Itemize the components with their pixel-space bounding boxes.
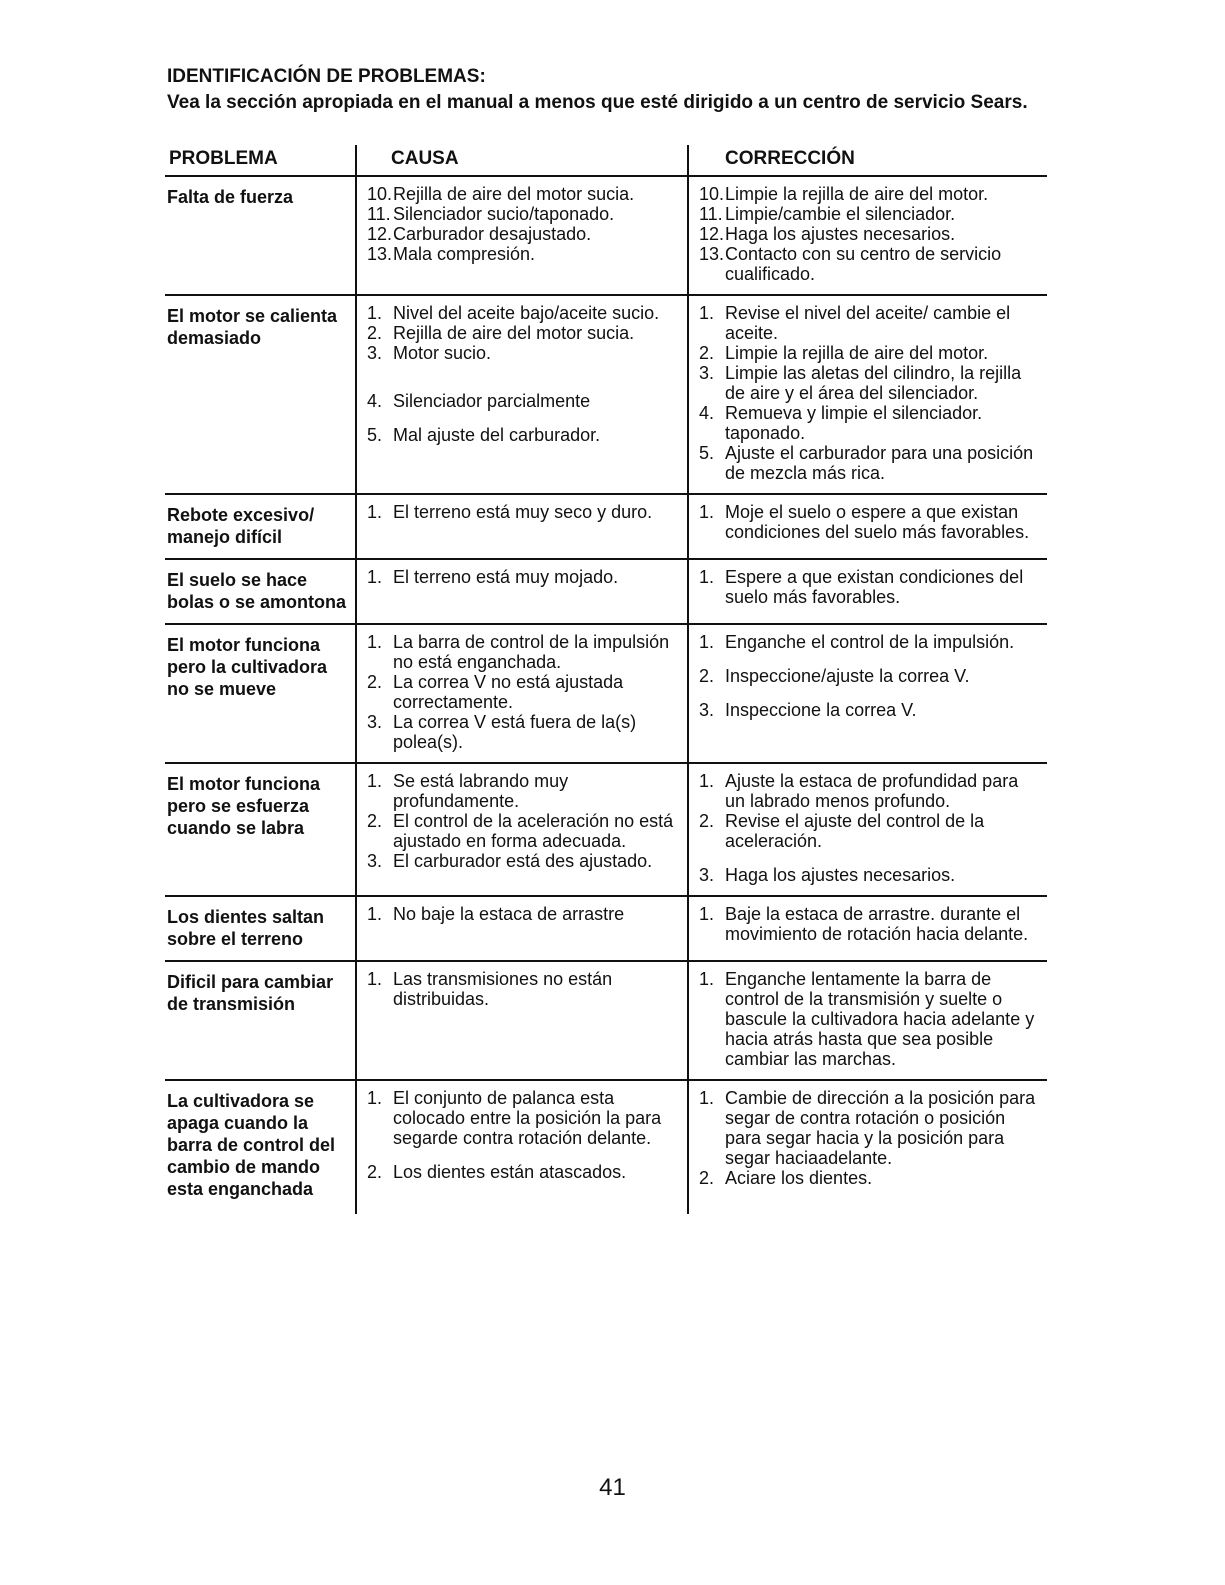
item-number: 11. <box>367 204 391 224</box>
item-text: El conjunto de palanca esta colocado entre la posición la para segarde contra rotación delante. <box>393 1088 662 1148</box>
correction-item <box>699 303 1043 343</box>
item-number: 1. <box>367 632 383 652</box>
item-text: Silenciador sucio/taponado. <box>393 204 615 224</box>
item-text: No baje la estaca de arrastre <box>393 904 625 924</box>
correction-item <box>699 1168 1043 1188</box>
table-row <box>165 763 1047 896</box>
item-number: 3. <box>699 700 715 720</box>
cause-item <box>367 303 683 323</box>
correction-item <box>699 865 1043 885</box>
item-text: El terreno está muy mojado. <box>393 567 619 587</box>
cause-item <box>367 632 683 672</box>
item-number: 2. <box>699 1168 715 1188</box>
item-number: 10. <box>367 184 393 204</box>
problem-cell: Rebote excesivo/ manejo difícil <box>165 494 356 559</box>
table-row <box>165 1080 1047 1214</box>
item-number: 1. <box>367 303 383 323</box>
correction-item <box>699 403 1043 443</box>
item-number: 1. <box>367 1088 383 1108</box>
column-header-problem: PROBLEMA <box>165 145 356 176</box>
item-text: Se está labrando muy profundamente. <box>393 771 569 811</box>
item-text: Los dientes están atascados. <box>393 1162 627 1182</box>
item-number: 2. <box>367 1162 383 1182</box>
cause-item <box>367 712 683 752</box>
correction-item <box>699 363 1043 403</box>
correction-cell <box>688 763 1047 896</box>
item-number: 1. <box>699 904 715 924</box>
table-row <box>165 896 1047 961</box>
page-subtitle: Vea la sección apropiada en el manual a menos que esté dirigido a un centro de servicio Sears. <box>167 92 1028 113</box>
item-number: 3. <box>699 865 715 885</box>
item-text: Ajuste la estaca de profundidad para un labrado menos profundo. <box>725 771 1019 811</box>
item-number: 3. <box>367 343 383 363</box>
item-number: 3. <box>367 851 383 871</box>
cause-item <box>367 904 683 924</box>
item-text: Mala compresión. <box>393 244 536 264</box>
cause-item <box>367 851 683 871</box>
item-number: 11. <box>699 204 723 224</box>
page-number: 41 <box>599 1474 626 1501</box>
page-heading <box>167 66 1047 113</box>
item-number: 1. <box>699 632 715 652</box>
table-row <box>165 559 1047 624</box>
item-number: 1. <box>699 567 715 587</box>
problem-cell: El motor funciona pero la cultivadora no se mueve <box>165 624 356 763</box>
item-text: Las transmisiones no están distribuidas. <box>393 969 613 1009</box>
column-header-cause: CAUSA <box>356 145 688 176</box>
item-text: Revise el nivel del aceite/ cambie el aceite. <box>725 303 1011 343</box>
cause-item <box>367 323 683 343</box>
item-number: 4. <box>699 403 715 423</box>
cause-item <box>367 184 683 204</box>
item-text: Rejilla de aire del motor sucia. <box>393 323 635 343</box>
table-row <box>165 176 1047 295</box>
item-text: Haga los ajustes necesarios. <box>725 865 956 885</box>
cause-cell <box>356 763 688 896</box>
correction-item <box>699 904 1043 944</box>
cause-item <box>367 1088 683 1148</box>
item-text: Enganche el control de la impulsión. <box>725 632 1015 652</box>
item-number: 2. <box>367 811 383 831</box>
item-number: 1. <box>367 502 383 522</box>
problem-cell: El motor se calienta demasiado <box>165 295 356 494</box>
correction-cell <box>688 961 1047 1080</box>
item-number: 5. <box>699 443 715 463</box>
correction-item <box>699 184 1043 204</box>
problem-cell: La cultivadora se apaga cuando la barra de control del cambio de mando esta enganchada <box>167 1091 336 1199</box>
cause-item <box>367 1162 683 1182</box>
item-number: 4. <box>367 391 383 411</box>
page-title: IDENTIFICACIÓN DE PROBLEMAS: <box>167 66 486 87</box>
item-text: Nivel del aceite bajo/aceite sucio. <box>393 303 660 323</box>
table-row <box>165 494 1047 559</box>
item-text: Remueva y limpie el silenciador. taponado. <box>725 403 983 443</box>
item-text: Ajuste el carburador para una posición de mezcla más rica. <box>725 443 1034 483</box>
item-text: El carburador está des ajustado. <box>393 851 653 871</box>
table-body <box>165 176 1047 1214</box>
item-text: Inspeccione/ajuste la correa V. <box>725 666 970 686</box>
correction-cell <box>688 1080 1047 1214</box>
item-text: Limpie la rejilla de aire del motor. <box>725 184 989 204</box>
item-text: Mal ajuste del carburador. <box>393 425 601 445</box>
item-number: 2. <box>699 666 715 686</box>
cause-item <box>367 204 683 224</box>
item-text: Motor sucio. <box>393 343 492 363</box>
cause-item <box>367 244 683 264</box>
cause-cell <box>356 1080 688 1214</box>
item-text: La correa V no está ajustada correctamente. <box>393 672 624 712</box>
item-text: La correa V está fuera de la(s) polea(s). <box>393 712 637 752</box>
item-number: 1. <box>699 771 715 791</box>
item-text: Baje la estaca de arrastre. durante el movimiento de rotación hacia delante. <box>725 904 1029 944</box>
item-text: Limpie la rejilla de aire del motor. <box>725 343 989 363</box>
problem-cell: Los dientes saltan sobre el terreno <box>165 896 356 961</box>
item-text: Contacto con su centro de servicio cualificado. <box>725 244 1002 284</box>
correction-cell <box>688 624 1047 763</box>
correction-item <box>699 244 1043 284</box>
item-number: 2. <box>367 672 383 692</box>
item-text: Haga los ajustes necesarios. <box>725 224 956 244</box>
table-row <box>165 624 1047 763</box>
cause-item <box>367 224 683 244</box>
troubleshooting-table <box>165 145 1047 1214</box>
item-number: 12. <box>699 224 725 244</box>
item-text: Revise el ajuste del control de la aceleración. <box>725 811 985 851</box>
correction-item <box>699 811 1043 851</box>
item-number: 5. <box>367 425 383 445</box>
correction-cell <box>688 559 1047 624</box>
table-row <box>165 961 1047 1080</box>
item-text: Enganche lentamente la barra de control de la transmisión y suelte o bascule la cultivadora hacia adelante y hacia atrás hasta que sea posible cambiar las marchas. <box>725 969 1035 1069</box>
correction-cell <box>688 494 1047 559</box>
cause-item <box>367 391 683 411</box>
correction-cell <box>688 295 1047 494</box>
item-text: Inspeccione la correa V. <box>725 700 917 720</box>
problem-cell: El motor funciona pero se esfuerza cuando se labra <box>165 763 356 896</box>
item-text: Aciare los dientes. <box>725 1168 873 1188</box>
item-text: Limpie las aletas del cilindro, la rejilla de aire y el área del silenciador. <box>725 363 1022 403</box>
cause-item <box>367 343 683 363</box>
cause-cell <box>356 961 688 1080</box>
item-number: 12. <box>367 224 393 244</box>
item-text: Rejilla de aire del motor sucia. <box>393 184 635 204</box>
item-text: La barra de control de la impulsión no está enganchada. <box>393 632 670 672</box>
correction-item <box>699 502 1043 542</box>
item-number: 1. <box>699 969 715 989</box>
cause-cell <box>356 559 688 624</box>
item-number: 1. <box>367 771 383 791</box>
troubleshooting-table-container <box>165 145 1047 1214</box>
item-text: El terreno está muy seco y duro. <box>393 502 653 522</box>
correction-item <box>699 343 1043 363</box>
item-number: 2. <box>699 343 715 363</box>
correction-item <box>699 224 1043 244</box>
item-number: 13. <box>367 244 393 264</box>
cause-cell <box>356 494 688 559</box>
correction-cell <box>688 176 1047 295</box>
problem-cell: Falta de fuerza <box>165 176 356 295</box>
correction-item <box>699 632 1043 652</box>
item-number: 1. <box>367 904 383 924</box>
table-header-row <box>165 145 1047 176</box>
item-text: Limpie/cambie el silenciador. <box>725 204 956 224</box>
cause-cell <box>356 624 688 763</box>
cause-item <box>367 425 683 445</box>
item-number: 2. <box>367 323 383 343</box>
item-number: 1. <box>699 303 715 323</box>
item-text: Silenciador parcialmente <box>393 391 591 411</box>
correction-item <box>699 1088 1043 1168</box>
item-number: 1. <box>367 969 383 989</box>
item-number: 3. <box>367 712 383 732</box>
correction-item <box>699 771 1043 811</box>
item-number: 1. <box>699 502 715 522</box>
correction-item <box>699 969 1043 1069</box>
cause-item <box>367 672 683 712</box>
cause-item <box>367 969 683 1009</box>
cause-cell <box>356 176 688 295</box>
cause-item <box>367 567 683 587</box>
item-number: 2. <box>699 811 715 831</box>
cause-cell <box>356 896 688 961</box>
item-text: Cambie de dirección a la posición para segar de contra rotación o posición para segar hacia y la posición para segar haciaadelante. <box>725 1088 1036 1168</box>
cause-item <box>367 811 683 851</box>
correction-item <box>699 567 1043 607</box>
correction-item <box>699 443 1043 483</box>
cause-item <box>367 771 683 811</box>
correction-item <box>699 666 1043 686</box>
item-text: El control de la aceleración no está ajustado en forma adecuada. <box>393 811 674 851</box>
item-text: Moje el suelo o espere a que existan condiciones del suelo más favorables. <box>725 502 1030 542</box>
correction-item <box>699 204 1043 224</box>
problem-cell: El suelo se hace bolas o se amontona <box>165 559 356 624</box>
correction-item <box>699 700 1043 720</box>
cause-item <box>367 502 683 522</box>
table-row <box>165 295 1047 494</box>
item-text: Carburador desajustado. <box>393 224 592 244</box>
problem-cell: Dificil para cambiar de transmisión <box>165 961 356 1080</box>
item-number: 13. <box>699 244 725 264</box>
item-number: 3. <box>699 363 715 383</box>
cause-cell <box>356 295 688 494</box>
item-text: Espere a que existan condiciones del suelo más favorables. <box>725 567 1024 607</box>
column-header-correction: CORRECCIÓN <box>688 145 1047 176</box>
correction-cell <box>688 896 1047 961</box>
item-number: 1. <box>699 1088 715 1108</box>
item-number: 10. <box>699 184 725 204</box>
item-number: 1. <box>367 567 383 587</box>
